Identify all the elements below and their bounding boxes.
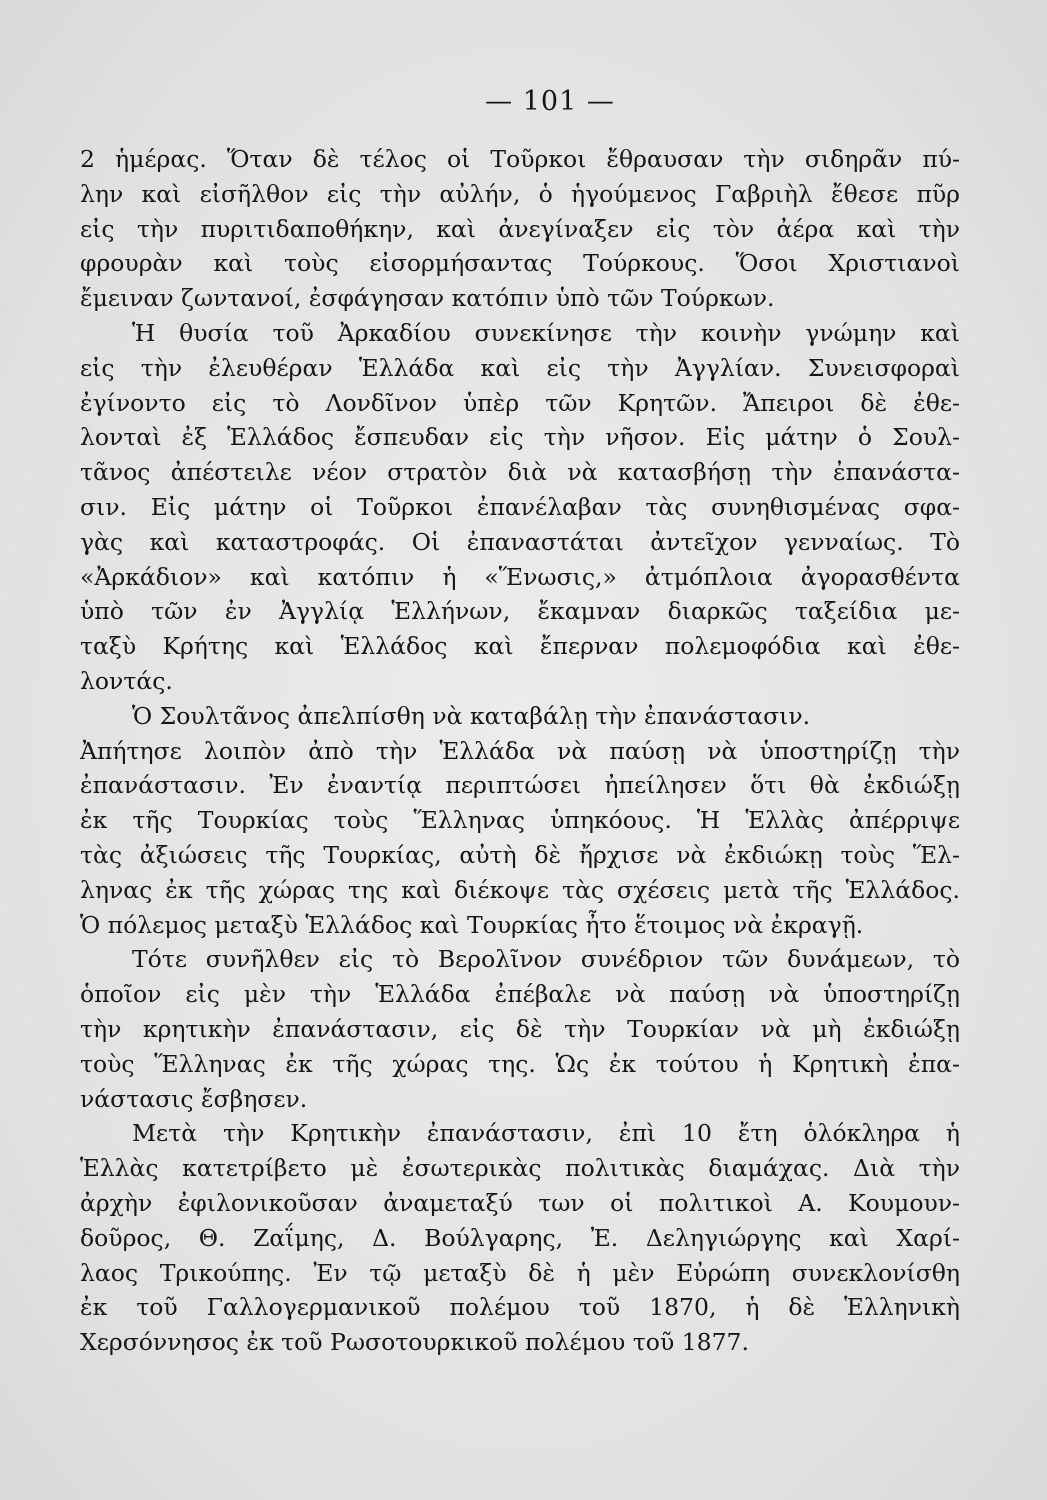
text-line: 2 ἡμέρας. Ὅταν δὲ τέλος οἱ Τοῦρκοι ἔθραυσαν τὴν σιδηρᾶν πύ- <box>80 145 960 173</box>
text-line: ἐκ τοῦ Γαλλογερμανικοῦ πολέμου τοῦ 1870, ἡ δὲ Ἑλληνικὴ <box>80 1293 960 1322</box>
text-line: Ὁ Σουλτᾶνος ἀπελπίσθη νὰ καταβάλῃ τὴν ἐπανάστασιν. <box>132 701 811 730</box>
text-line: λοντάς. <box>80 666 173 695</box>
text-line: Τότε συνῆλθεν εἰς τὸ Βερολῖνον συνέδριον τῶν δυνάμεων, τὸ <box>132 945 960 974</box>
text-line: εἰς τὴν πυριτιδαποθήκην, καὶ ἀνεγίναξεν εἰς τὸν ἀέρα καὶ τὴν <box>80 214 960 243</box>
text-line: τᾶνος ἀπέστειλε νέον στρατὸν διὰ νὰ κατασβήσῃ τὴν ἐπανάστα- <box>80 458 960 487</box>
text-line: Ὁ πόλεμος μεταξὺ Ἑλλάδος καὶ Τουρκίας ἦτο ἕτοιμος νὰ ἐκραγῇ. <box>80 910 864 939</box>
text-line: ὁποῖον εἰς μὲν τὴν Ἑλλάδα ἐπέβαλε νὰ παύσῃ νὰ ὑποστηρίζῃ <box>80 980 960 1009</box>
text-line: ἐγίνοντο εἰς τὸ Λονδῖνον ὑπὲρ τῶν Κρητῶν. Ἄπειροι δὲ ἐθε- <box>80 388 960 417</box>
text-line: φρουρὰν καὶ τοὺς εἰσορμήσαντας Τούρκους. Ὅσοι Χριστιανοὶ <box>80 249 960 278</box>
text-line: ληνας ἐκ τῆς χώρας της καὶ διέκοψε τὰς σχέσεις μετὰ τῆς Ἑλλάδος. <box>80 875 960 904</box>
text-line: γὰς καὶ καταστροφάς. Οἱ ἐπαναστάται ἀντεῖχον γενναίως. Τὸ <box>80 527 960 556</box>
text-line: σιν. Εἰς μάτην οἱ Τοῦρκοι ἐπανέλαβαν τὰς συνηθισμένας σφα- <box>80 492 960 521</box>
text-line: λην καὶ εἰσῆλθον εἰς τὴν αὐλήν, ὁ ἡγούμενος Γαβριὴλ ἔθεσε πῦρ <box>80 179 960 208</box>
body-text <box>80 142 960 1360</box>
text-line: Ἑλλὰς κατετρίβετο μὲ ἐσωτερικὰς πολιτικὰς διαμάχας. Διὰ τὴν <box>80 1154 960 1183</box>
paragraph <box>80 1116 960 1360</box>
text-line: νάστασις ἔσβησεν. <box>80 1084 308 1113</box>
text-line: «Ἀρκάδιον» καὶ κατόπιν ἡ «Ἕνωσις,» ἀτμόπλοια ἀγορασθέντα <box>80 562 960 591</box>
text-line: εἰς τὴν ἐλευθέραν Ἑλλάδα καὶ εἰς τὴν Ἀγγλίαν. Συνεισφοραὶ <box>80 353 960 382</box>
text-line: ἐκ τῆς Τουρκίας τοὺς Ἕλληνας ὑπηκόους. Ἡ Ἑλλὰς ἀπέρριψε <box>80 806 960 835</box>
paragraph <box>80 699 960 943</box>
text-line: λαος Τρικούπης. Ἐν τῷ μεταξὺ δὲ ἡ μὲν Εὐρώπη συνεκλονίσθη <box>80 1258 960 1287</box>
text-line: τὰς ἀξιώσεις τῆς Τουρκίας, αὐτὴ δὲ ἤρχισε νὰ ἐκδιώκῃ τοὺς Ἕλ- <box>80 840 960 869</box>
text-line: ταξὺ Κρήτης καὶ Ἑλλάδος καὶ ἔπερναν πολεμοφόδια καὶ ἐθε- <box>80 632 960 661</box>
page-number: — 101 — <box>485 86 615 117</box>
text-line: ἐπανάστασιν. Ἐν ἐναντίᾳ περιπτώσει ἠπείλησεν ὅτι θὰ ἐκδιώξῃ <box>80 771 960 800</box>
paragraph <box>80 316 960 699</box>
text-line: λονταὶ ἐξ Ἑλλάδος ἔσπευδαν εἰς τὴν νῆσον. Εἰς μάτην ὁ Σουλ- <box>80 423 960 452</box>
text-line: ὑπὸ τῶν ἐν Ἀγγλίᾳ Ἑλλήνων, ἔκαμναν διαρκῶς ταξείδια με- <box>80 597 960 626</box>
text-line: τὴν κρητικὴν ἐπανάστασιν, εἰς δὲ τὴν Τουρκίαν νὰ μὴ ἐκδιώξῃ <box>80 1014 960 1043</box>
text-line: ἀρχὴν ἐφιλονικοῦσαν ἀναμεταξύ των οἱ πολιτικοὶ Α. Κουμουν- <box>80 1188 960 1217</box>
paragraph <box>80 142 960 316</box>
text-line: ἔμειναν ζωντανοί, ἐσφάγησαν κατόπιν ὑπὸ τῶν Τούρκων. <box>80 284 775 313</box>
text-line: Ἡ θυσία τοῦ Ἀρκαδίου συνεκίνησε τὴν κοινὴν γνώμην καὶ <box>132 318 960 347</box>
text-line: Χερσόννησος ἐκ τοῦ Ρωσοτουρκικοῦ πολέμου τοῦ 1877. <box>80 1328 749 1357</box>
text-line: Μετὰ τὴν Κρητικὴν ἐπανάστασιν, ἐπὶ 10 ἔτη ὁλόκληρα ἡ <box>132 1119 960 1148</box>
text-line: δοῦρος, Θ. Ζαΐμης, Δ. Βούλγαρης, Ἐ. Δεληγιώργης καὶ Χαρί- <box>80 1223 960 1252</box>
text-line: Ἀπήτησε λοιπὸν ἀπὸ τὴν Ἑλλάδα νὰ παύσῃ νὰ ὑποστηρίζῃ τὴν <box>80 736 960 765</box>
paragraph <box>80 942 960 1116</box>
text-line: τοὺς Ἕλληνας ἐκ τῆς χώρας της. Ὡς ἐκ τούτου ἡ Κρητικὴ ἐπα- <box>80 1049 960 1078</box>
